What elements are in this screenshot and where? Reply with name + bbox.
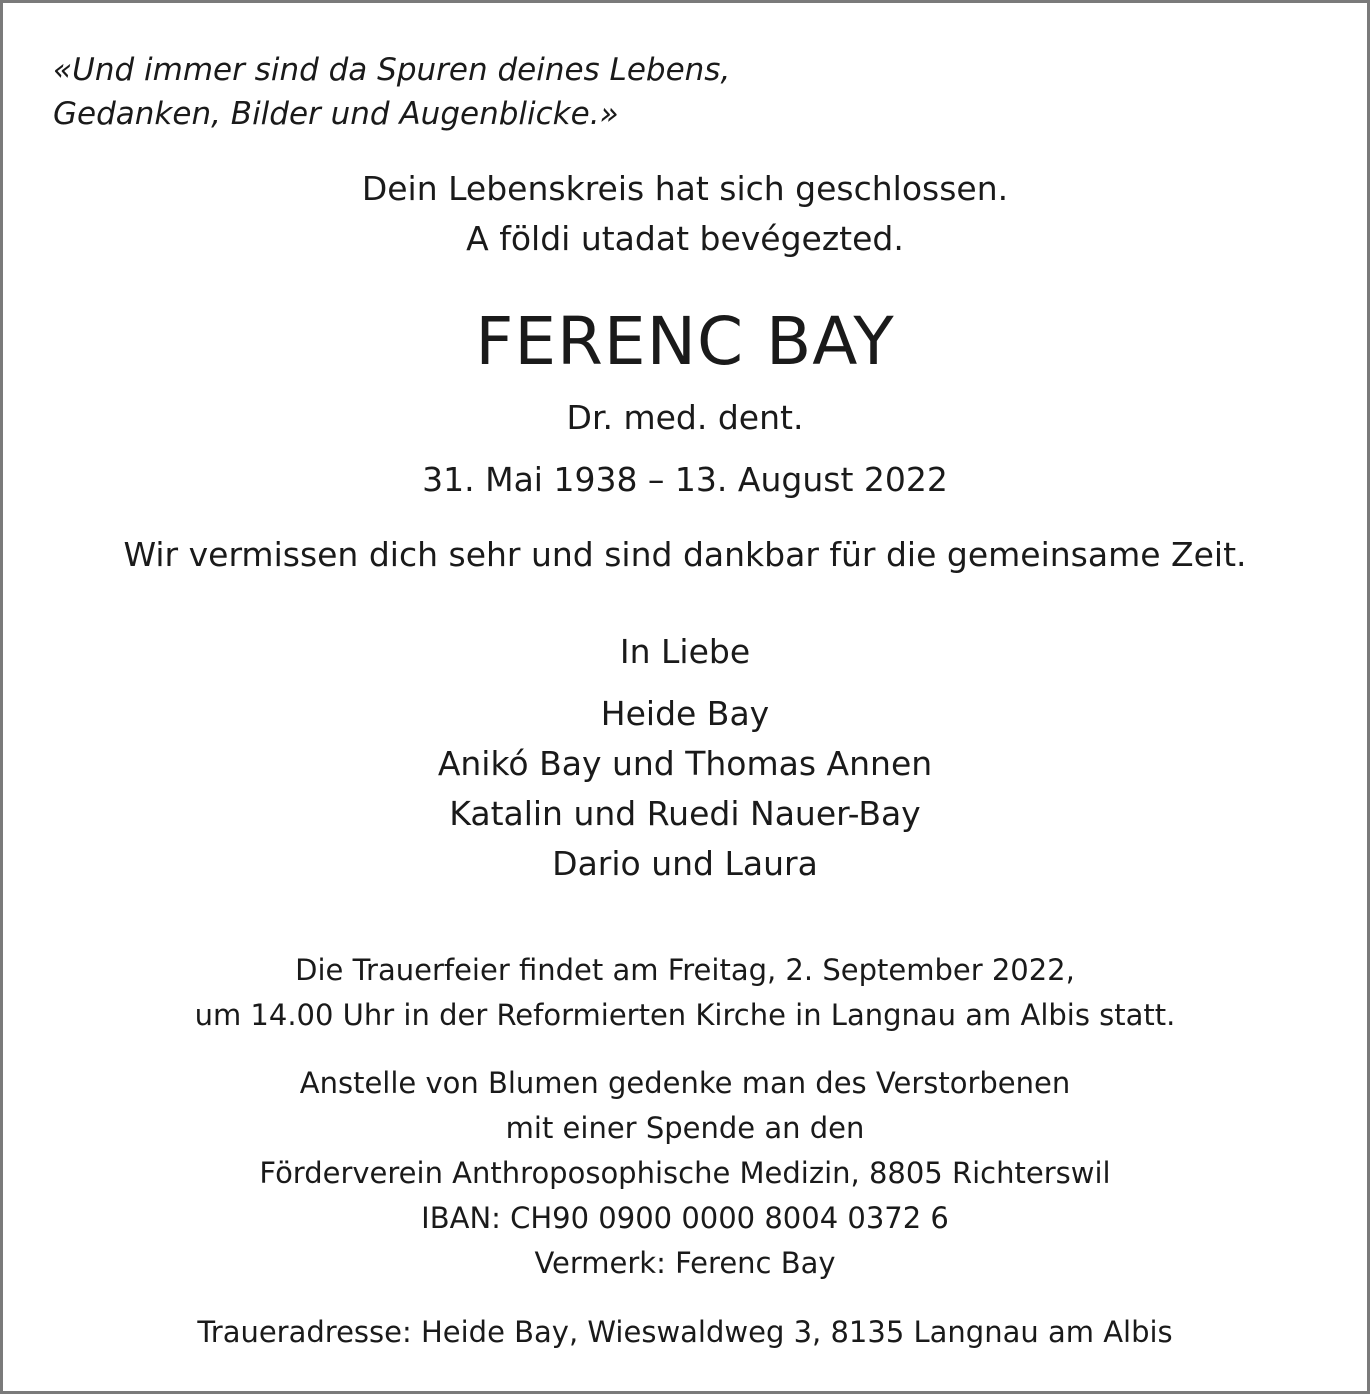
mourner-name: Anikó Bay und Thomas Annen xyxy=(437,744,933,783)
service-line-2: um 14.00 Uhr in der Reformierten Kirche in Langnau am Albis statt. xyxy=(194,998,1176,1032)
donation-iban: IBAN: CH90 0900 0000 8004 0372 6 xyxy=(421,1201,949,1235)
intro-line-hungarian: A földi utadat bevégezted. xyxy=(466,219,904,258)
donation-reference: Vermerk: Ferenc Bay xyxy=(534,1246,836,1280)
mourner-name: Dario und Laura xyxy=(552,844,818,883)
donation-line-2: mit einer Spende an den xyxy=(505,1111,865,1145)
service-line-1: Die Trauerfeier findet am Freitag, 2. September 2022, xyxy=(295,953,1075,987)
mourner-name: Katalin und Ruedi Nauer-Bay xyxy=(449,794,921,833)
deceased-title: Dr. med. dent. xyxy=(566,398,804,437)
mourning-address: Traueradresse: Heide Bay, Wieswaldweg 3, 8135 Langnau am Albis xyxy=(197,1315,1173,1349)
intro-line-german: Dein Lebenskreis hat sich geschlossen. xyxy=(361,169,1009,208)
donation-recipient: Förderverein Anthroposophische Medizin, 8805 Richterswil xyxy=(259,1156,1111,1190)
donation-line-1: Anstelle von Blumen gedenke man des Verstorbenen xyxy=(299,1066,1071,1100)
quote-line-2: Gedanken, Bilder und Augenblicke.» xyxy=(53,96,619,132)
deceased-name: FERENC BAY xyxy=(475,303,895,380)
mourner-name: Heide Bay xyxy=(600,694,770,733)
life-dates: 31. Mai 1938 – 13. August 2022 xyxy=(422,460,948,499)
mourners-heading: In Liebe xyxy=(619,632,751,671)
quote-line-1: «Und immer sind da Spuren deines Lebens, xyxy=(53,52,731,88)
remembrance-message: Wir vermissen dich sehr und sind dankbar für die gemeinsame Zeit. xyxy=(123,535,1247,574)
